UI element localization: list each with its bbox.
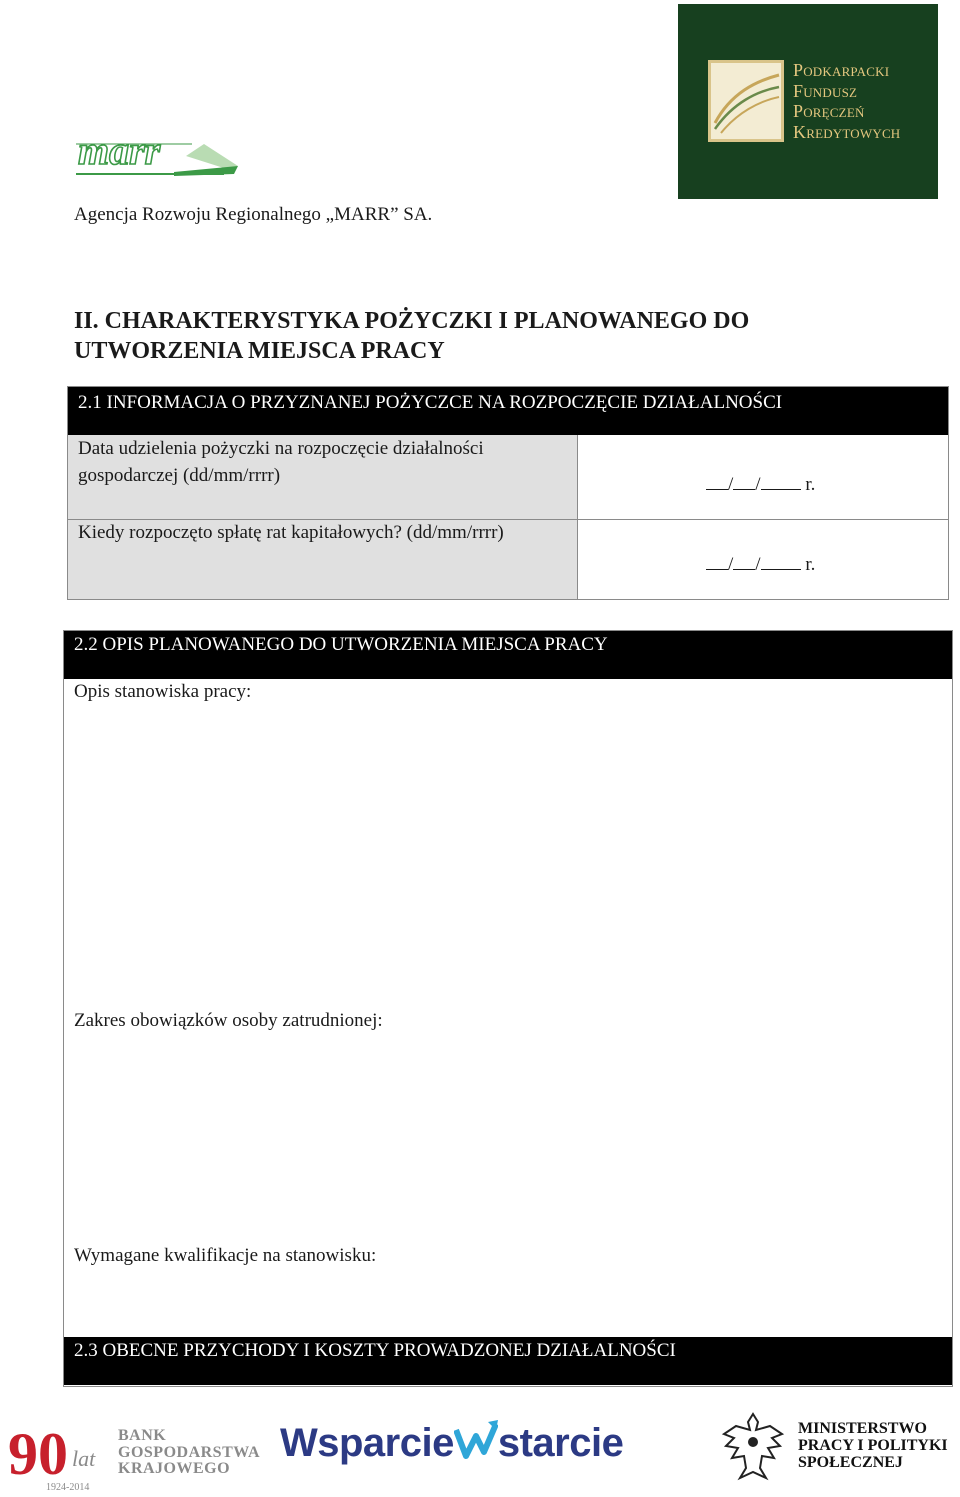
ministry-line: MINISTERSTWO: [798, 1420, 927, 1437]
marr-logo-text: marr: [78, 128, 161, 173]
bgk-line: KRAJOWEGO: [118, 1460, 231, 1477]
section-title-line: II. CHARAKTERYSTYKA POŻYCZKI I PLANOWANEGO DO: [74, 308, 750, 334]
loan-info-table: [67, 386, 949, 600]
ws-arrow-icon: [454, 1420, 498, 1460]
pfpk-line: Kredytowych: [793, 121, 901, 142]
day-blank[interactable]: [706, 471, 728, 490]
month-blank[interactable]: [733, 471, 755, 490]
loan-date-field[interactable]: [706, 471, 815, 496]
date-separator: /: [755, 554, 761, 575]
footer-logos: [0, 1400, 960, 1496]
pfpk-line: Poręczeń: [793, 101, 865, 121]
bgk-line: BANK: [118, 1427, 167, 1444]
day-blank[interactable]: [706, 551, 728, 570]
table-header-2-2: 2.2 OPIS PLANOWANEGO DO UTWORZENIA MIEJSCA PRACY: [64, 631, 952, 679]
job-description-label[interactable]: Opis stanowiska pracy:: [74, 681, 252, 702]
date-separator: /: [755, 474, 761, 495]
repayment-start-field[interactable]: [706, 551, 815, 576]
section-title-line: UTWORZENIA MIEJSCA PRACY: [74, 338, 445, 364]
job-description-table: [63, 630, 953, 1387]
duties-label[interactable]: Zakres obowiązków osoby zatrudnionej:: [74, 1010, 383, 1031]
month-blank[interactable]: [733, 551, 755, 570]
year-blank[interactable]: [761, 551, 801, 570]
ws-text-part2: starcie: [497, 1421, 624, 1465]
bgk-logo: [8, 1420, 261, 1492]
row-divider: [578, 519, 948, 520]
answer-column: [578, 435, 948, 599]
date-separator: /: [728, 474, 734, 495]
year-suffix: r.: [805, 554, 816, 575]
ministry-line: PRACY I POLITYKI: [798, 1437, 948, 1454]
marr-logo: [74, 126, 238, 180]
bgk-years: 1924-2014: [46, 1482, 90, 1492]
ministry-line: SPOŁECZNEJ: [798, 1454, 903, 1471]
pfpk-line: Fundusz: [793, 80, 858, 101]
pfpk-emblem-icon: [708, 60, 784, 142]
bgk-90-icon: [8, 1420, 118, 1492]
pfpk-line: Podkarpacki: [793, 60, 890, 80]
year-suffix: r.: [805, 474, 816, 495]
date-separator: /: [728, 554, 734, 575]
agency-name: Agencja Rozwoju Regionalnego „MARR” SA.: [74, 204, 433, 225]
table-header-2-1: 2.1 INFORMACJA O PRZYZNANEJ POŻYCZCE NA ROZPOCZĘCIE DZIAŁALNOŚCI: [68, 387, 948, 435]
ministry-logo: [720, 1408, 960, 1492]
pfpk-logo: [678, 4, 938, 199]
question-repayment-start: Kiedy rozpoczęto spłatę rat kapitałowych? (dd/mm/rrrr): [78, 522, 504, 543]
bgk-line: GOSPODARSTWA: [118, 1443, 261, 1461]
wsparcie-w-starcie-logo: [280, 1420, 623, 1466]
question-column: [68, 435, 578, 599]
question-loan-date: Data udzielenia pożyczki na rozpoczęcie działalności gospodarczej (dd/mm/rrrr): [78, 438, 484, 486]
ministry-text: [798, 1420, 948, 1471]
bgk-number: 90: [8, 1421, 68, 1487]
year-blank[interactable]: [761, 471, 801, 490]
qualifications-label[interactable]: Wymagane kwalifikacje na stanowisku:: [74, 1245, 377, 1266]
section-title: [74, 306, 749, 366]
table-header-2-3: 2.3 OBECNE PRZYCHODY I KOSZTY PROWADZONEJ DZIAŁALNOŚCI: [64, 1337, 952, 1385]
ws-text-part1: Wsparcie: [280, 1421, 454, 1465]
bgk-lat: lat: [72, 1446, 96, 1471]
bgk-text: [118, 1428, 260, 1478]
pfpk-logo-text: [793, 60, 900, 142]
polish-eagle-icon: [720, 1408, 786, 1484]
